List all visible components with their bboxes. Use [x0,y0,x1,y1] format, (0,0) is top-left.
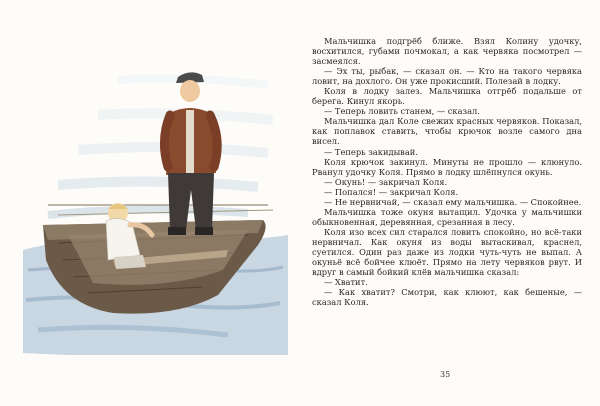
boat-with-two-boys-illustration [18,55,290,355]
paragraph: — Не нервничай, — сказал ему мальчишка. — Спокойнее. [324,196,582,207]
story-text [312,36,582,307]
paragraph: — Теперь закидывай. [324,146,418,157]
paragraph: — Окунь! — закричал Коля. [324,176,448,187]
paragraph: Коля крючок закинул. Минуты не прошло — клюнуло. Рванул удочку Коля. Прямо в лодку шлёпнулся окунь. [312,156,582,177]
page-number: 35 [440,370,451,379]
paragraph: — Теперь ловить станем, — сказал. [324,106,480,117]
paragraph: Коля изо всех сил старался ловить спокойно, но всё-таки нервничал. Как окуня из воды вытаскивал, краснел, суетился. Один раз даже из лодки чуть-чуть не выпал. А окуньё всё бойчее клюёт. Прямо на лету червяков рвут. И вдруг в самый бойкий клёв мальчишка сказал: [312,226,582,278]
water-wash [23,78,288,355]
paragraph: — Эх ты, рыбак, — сказал он. — Кто на такого червяка ловит, на дохлого. Он уже прокисший. Полезай в лодку. [312,66,582,87]
paragraph: — Как хватит? Смотри, как клюют, как бешеные, — сказал Коля. [312,287,582,308]
paragraph: — Попался! — закричал Коля. [324,186,459,197]
paragraph: Мальчишка подгрёб ближе. Взял Колину удочку, восхитился, губами почмокал, а как червяка посмотрел — засмеялся. [312,36,582,67]
paragraph: Мальчишка дал Коле свежих красных червяков. Показал, как поплавок ставить, чтобы крючок возле самого дна висел. [312,116,582,147]
paragraph: — Хватит. [324,277,368,288]
paragraph: Коля в лодку залез. Мальчишка отгрёб подальше от берега. Кинул якорь. [312,86,582,107]
paragraph: Мальчишка тоже окуня вытащил. Удочка у мальчишки обыкновенная, деревянная, срезанная в лесу. [312,206,582,227]
